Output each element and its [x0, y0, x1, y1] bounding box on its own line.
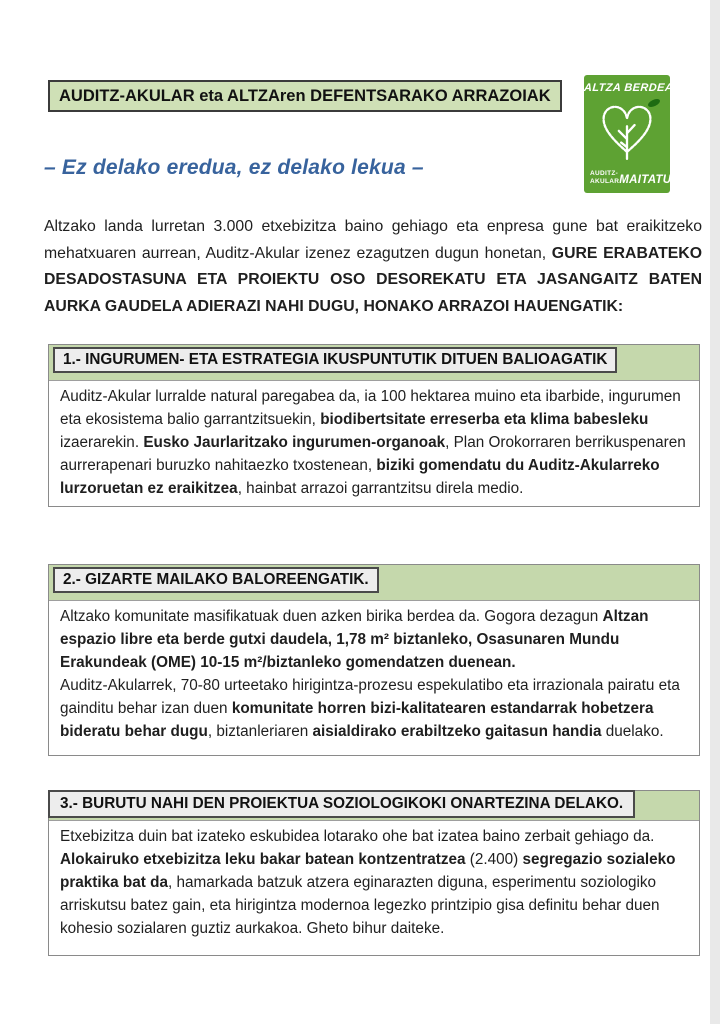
- section-2-band: [49, 565, 699, 600]
- section-3-body: [49, 820, 699, 955]
- intro-paragraph: Altzako landa lurretan 3.000 etxebizitza baino gehiago eta enpresa gune bat eraikitzeko mehatxuaren aurrean, Auditz-Akular izenez ezagutzen dugun honetan, GURE ERABATEKO DESADOSTASUNA ETA PROIEKTU OSO DESOREKATU ETA JASANGAITZ BATEN AURKA GAUDELA ADIERAZI NAHI DUGU, HONAKO ARRAZOI HAUENGATIK:: [44, 218, 702, 315]
- logo-subtitle-right: MAITATU: [619, 174, 672, 186]
- logo-subtitle-left: [590, 170, 619, 186]
- leaf-icon: [646, 97, 662, 109]
- section-3-paragraph-1: Etxebizitza duin bat izateko eskubidea lotarako ohe bat izatea baino zerbait gehiago da.: [60, 828, 655, 845]
- section-3-paragraph-2: Alokairuko etxebizitza leku bakar batean kontzentratzea (2.400) segregazio sozialeko praktika bat da, hamarkada batzuk atzera eginarazten diguna, esperimentu soziologiko arriskutsu batez gain, eta hirigintza modernoa legezko printzipio gisa definitu behar duen kohesio sozialaren guztiz aurkakoa. Gheto bihur daiteke.: [60, 850, 676, 937]
- section-1-heading: 1.- INGURUMEN- ETA ESTRATEGIA IKUSPUNTUTIK DITUEN BALIOAGATIK: [53, 347, 617, 373]
- logo-title: ALTZA BERDEA: [583, 82, 674, 94]
- section-3-band: [49, 791, 699, 820]
- logo-subtitle-line2: AKULAR: [590, 178, 620, 186]
- document-title: AUDITZ-AKULAR eta ALTZAren DEFENTSARAKO ARRAZOIAK: [48, 80, 562, 112]
- section-3-heading: 3.- BURUTU NAHI DEN PROIEKTUA SOZIOLOGIKOKI ONARTEZINA DELAKO.: [48, 790, 635, 818]
- section-2: [48, 564, 700, 756]
- section-1-paragraph: Auditz-Akular lurralde natural paregabea da, ia 100 hektarea muino eta ibarbide, ingurumen eta ekosistema balio garrantzitsuekin, biodibertsitate erreserba eta klima babesleku izaerarekin. Eusko Jaurlaritzako ingurumen-organoak, Plan Orokorraren berrikuspenaren aurrerapenari buruzko nahitaezko txostenean, biziki gomendatu du Auditz-Akularreko lurzoruetan ez eraikitzea, hainbat arrazoi garrantzitsu direla medio.: [60, 388, 686, 497]
- logo-footer: [590, 170, 672, 186]
- section-3: [48, 790, 700, 956]
- section-2-body: [49, 600, 699, 755]
- altza-berdea-logo: [583, 75, 674, 193]
- section-2-heading: 2.- GIZARTE MAILAKO BALOREENGATIK.: [53, 567, 379, 593]
- section-1: [48, 344, 700, 507]
- logo-subtitle-line1: AUDITZ-: [590, 170, 619, 178]
- section-2-paragraph-2: Auditz-Akularrek, 70-80 urteetako hirigintza-prozesu espekulatibo eta irrazionala pairatu eta gainditu behar izan duen komunitate horren bizi-kalitatearen estandarrak hobetzera bideratu behar dugu, biztanleriaren aisialdirako erabiltzeko gaitasun handia duelako.: [60, 676, 680, 740]
- section-1-body: [49, 380, 699, 506]
- section-1-band: [49, 345, 699, 380]
- section-2-paragraph-1: Altzako komunitate masifikatuak duen azken birika berdea da. Gogora dezagun Altzan espazio libre eta berde gutxi daudela, 1,78 m² biztanleko, Osasunaren Mundu Erakundeak (OME) 10-15 m²/biztanleko gomendatzen duenean.: [60, 608, 649, 671]
- scan-edge-shadow: [710, 0, 720, 1024]
- document-subtitle: – Ez delako eredua, ez delako lekua –: [44, 156, 424, 179]
